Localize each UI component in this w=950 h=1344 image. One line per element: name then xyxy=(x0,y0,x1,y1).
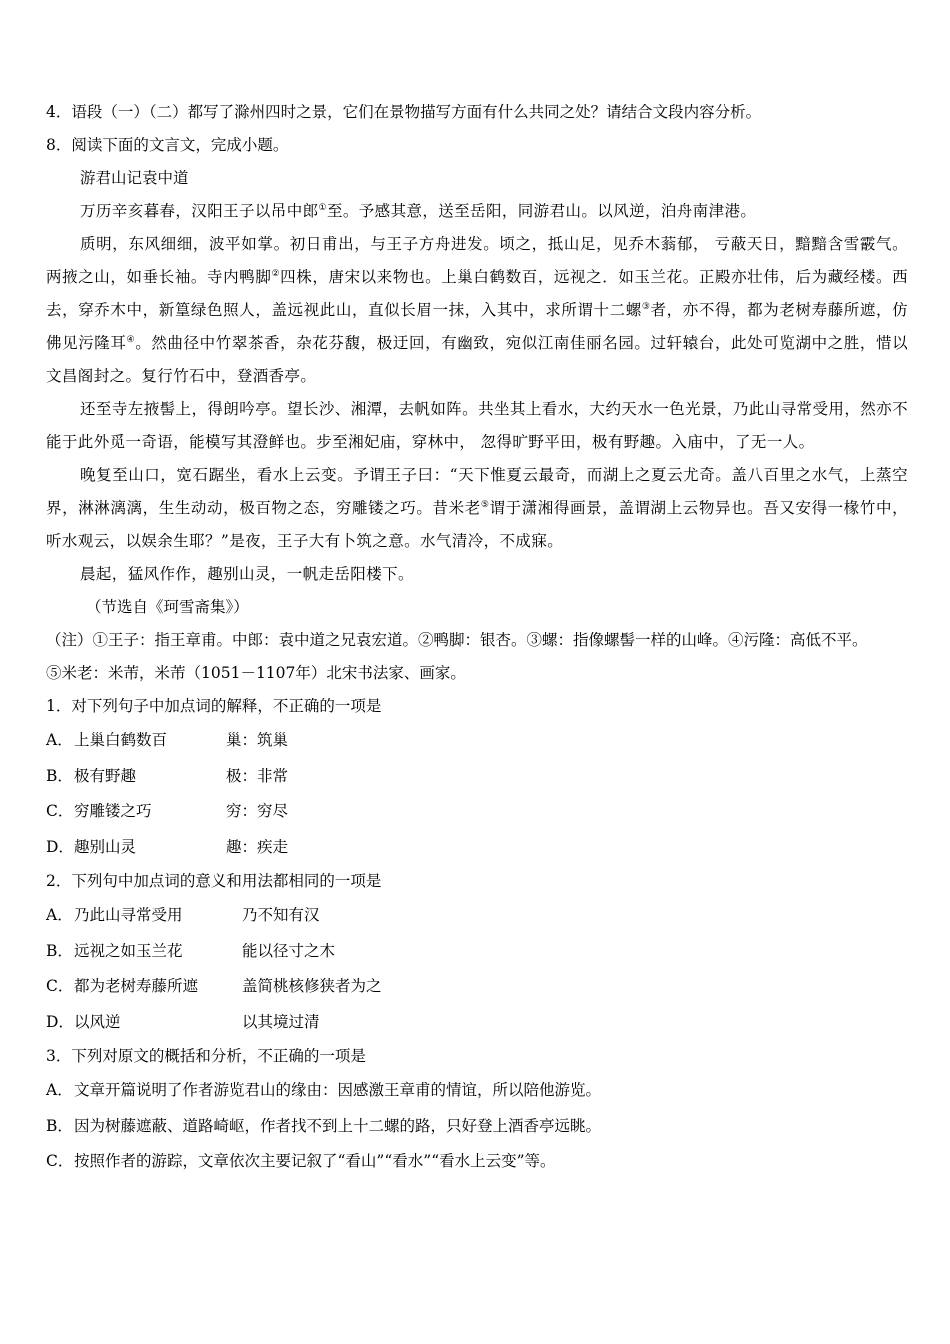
q3-option-b: B． 因为树藤遮蔽、道路崎岖，作者找不到上十二螺的路，只好登上酒香亭远眺。 xyxy=(46,1116,602,1135)
notes-line-1: （注）①王子：指王章甫。中郎：袁中道之兄袁宏道。②鸭脚：银杏。③螺：指像螺髻一样的山峰。④污隆：高低不平。 xyxy=(46,631,868,649)
question-4: 4．语段（一）（二）都写了滁州四时之景，它们在景物描写方面有什么共同之处？请结合文段内容分析。 xyxy=(46,103,762,121)
q1-option-d: D． 趣别山灵 趣：疾走 xyxy=(46,837,289,856)
q2-option-a: A． 乃此山寻常受用 乃不知有汉 xyxy=(46,906,320,924)
question-1-stem: 1．对下列句子中加点词的解释，不正确的一项是 xyxy=(46,697,382,715)
footnote-marker: ⑤ xyxy=(480,499,490,510)
notes-line-2: ⑤米老：米芾，米芾（1051－1107年）北宋书法家、画家。 xyxy=(46,664,466,682)
q1-option-a: A． 上巢白鹤数百 巢：筑巢 xyxy=(46,731,289,749)
q2-option-b: B． 远视之如玉兰花 能以径寸之木 xyxy=(46,941,336,960)
footnote-marker: ③ xyxy=(641,301,651,312)
passage-paragraph-1: 万历辛亥暮春，汉阳王子以吊中郎①至。予感其意，送至岳阳，同游君山。以风逆，泊舟南津港。 xyxy=(80,202,757,220)
question-2-stem: 2．下列句中加点词的意义和用法都相同的一项是 xyxy=(46,872,382,890)
q1-option-b: B． 极有野趣 极：非常 xyxy=(46,766,289,785)
question-3-stem: 3．下列对原文的概括和分析，不正确的一项是 xyxy=(46,1047,366,1065)
footnote-marker: ④ xyxy=(126,334,136,345)
passage-paragraph-5: 晨起，猛风作作，趣别山灵，一帆走岳阳楼下。 xyxy=(80,565,414,583)
footnote-marker: ② xyxy=(271,268,281,279)
passage-paragraph-3: 还至寺左掖髻上，得朗吟亭。望长沙、湘潭，去帆如阵。共坐其上看水，大约天水一色光景，乃此山寻常受用，然亦不能于此外觅一奇语，能模写其澄鲜也。步至湘妃庙，穿林中， 忽得旷野平田，极有野趣。入庙中，了无一人。 xyxy=(46,400,908,451)
q2-option-d: D． 以风逆 以其境过清 xyxy=(46,1012,320,1031)
q1-option-c: C． 穷雕镂之巧 穷：穷尽 xyxy=(46,802,289,820)
question-8-intro: 8．阅读下面的文言文，完成小题。 xyxy=(46,136,289,154)
q3-option-c: C． 按照作者的游踪，文章依次主要记叙了“看山”“看水”“看水上云变”等。 xyxy=(46,1152,556,1170)
q2-option-c: C． 都为老树寿藤所遮 盖简桃核修狭者为之 xyxy=(46,977,382,995)
footnote-marker: ① xyxy=(318,202,327,213)
passage-source: （节选自《珂雪斋集》） xyxy=(86,598,249,616)
passage-paragraph-2: 质明，东风细细，波平如掌。初日甫出，与王子方舟进发。顷之，抵山足，见乔木蓊郁， 亏蔽天日，黯黯含雪霰气。两掖之山，如垂长袖。寺内鸭脚②四株，唐宋以来物也。上巢白鹤数百，远视之．如玉兰花。正殿亦壮伟，后为藏经楼。西去，穿乔木中，新篁绿色照人，盖远视此山，直似长眉一抹，入其中，求所谓十二螺③者，亦不得，都为老树寿藤所遮，仿佛见污隆耳④。然曲径中竹翠茶香，杂花芬馥，极迂回，有幽致，宛似江南佳丽名园。过轩辕台，此处可览湖中之胜，惜以文昌阁封之。复行竹石中，登酒香亭。 xyxy=(46,235,909,385)
q3-option-a: A． 文章开篇说明了作者游览君山的缘由：因感激王章甫的情谊，所以陪他游览。 xyxy=(46,1081,602,1099)
document-page xyxy=(46,96,908,1180)
passage-paragraph-4: 晚复至山口，宽石踞坐，看水上云变。予谓王子曰：“天下惟夏云最奇，而湖上之夏云尤奇。盖八百里之水气，上蒸空界，淋淋漓漓，生生动动，极百物之态，穷雕镂之巧。昔米老⑤谓于潇湘得画景，盖谓湖上云物异也。吾又安得一椽竹中，听水观云，以娱余生耶？”是夜，王子大有卜筑之意。水气清冷，不成寐。 xyxy=(46,466,909,550)
passage-title: 游君山记袁中道 xyxy=(80,169,189,187)
